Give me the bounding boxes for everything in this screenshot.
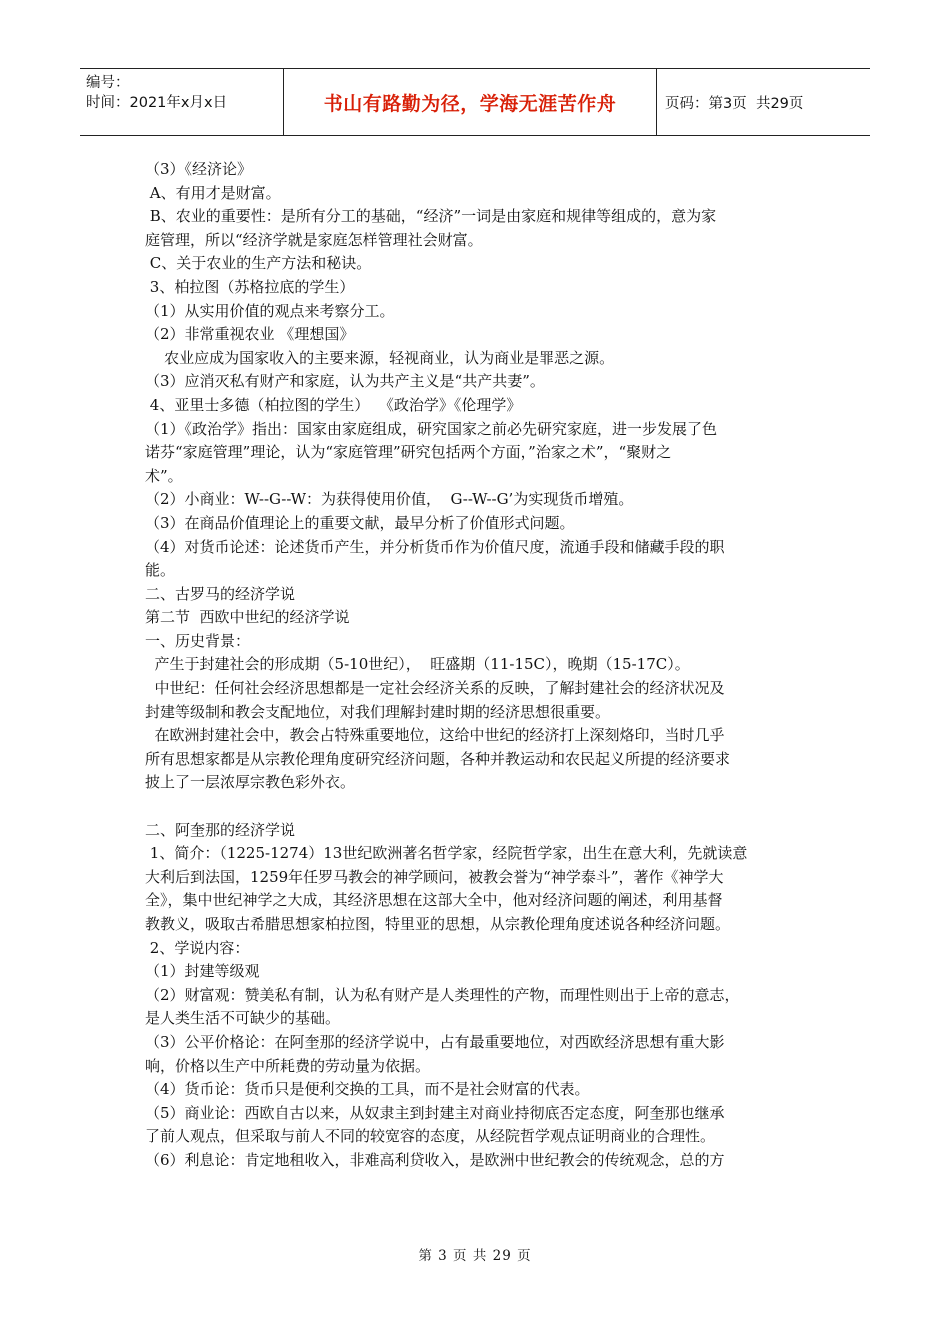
header-page-code-text: 页码：第3页 共29页 bbox=[665, 95, 804, 112]
body-line: （2）财富观：赞美私有制，认为私有财产是人类理性的产物，而理性则出于上帝的意志， bbox=[145, 985, 740, 1004]
body-line: 4、亚里士多德（柏拉图的学生） 《政治学》《伦理学》 bbox=[145, 395, 522, 414]
body-line: 中世纪：任何社会经济思想都是一定社会经济关系的反映，了解封建社会的经济状况及 bbox=[145, 679, 725, 698]
body-line: （3）在商品价值理论上的重要文献，最早分析了价值形式问题。 bbox=[145, 513, 575, 532]
body-line: 农业应成为国家收入的主要来源，轻视商业，认为商业是罪恶之源。 bbox=[145, 348, 615, 367]
body-line: 产生于封建社会的形成期（5-10世纪）， 旺盛期（11-15C），晚期（15-17C）。 bbox=[145, 655, 690, 674]
body-line: C、关于农业的生产方法和秘诀。 bbox=[145, 254, 372, 273]
header-page-code bbox=[657, 69, 870, 135]
page-footer: 第 3 页 共 29 页 bbox=[418, 1248, 532, 1264]
document-header bbox=[80, 68, 870, 136]
body-line: （3）公平价格论：在阿奎那的经济学说中，占有最重要地位，对西欧经济思想有重大影 bbox=[145, 1032, 725, 1051]
document-number-label: 编号： bbox=[86, 75, 130, 91]
body-line: 术”。 bbox=[145, 466, 183, 485]
body-line: （4）货币论：货币只是便利交换的工具，而不是社会财富的代表。 bbox=[145, 1080, 590, 1099]
body-line: 能。 bbox=[145, 561, 176, 580]
body-line: 2、学说内容： bbox=[145, 938, 250, 957]
body-line: （1）《政治学》指出：国家由家庭组成，研究国家之前必先研究家庭，进一步发展了色 bbox=[145, 419, 718, 438]
body-line: （3）应消灭私有财产和家庭，认为共产主义是“共产共妻”。 bbox=[145, 372, 545, 391]
body-line: （4）对货币论述：论述货币产生，并分析货币作为价值尺度，流通手段和储藏手段的职 bbox=[145, 537, 725, 556]
body-line: 一、历史背景： bbox=[145, 631, 251, 650]
body-line: 教教义，吸取古希腊思想家柏拉图，特里亚的思想，从宗教伦理角度述说各种经济问题。 bbox=[145, 915, 731, 933]
body-line: （6）利息论：肯定地租收入，非难高利贷收入，是欧洲中世纪教会的传统观念，总的方 bbox=[145, 1150, 725, 1169]
body-line: 诺芬“家庭管理”理论，认为“家庭管理”研究包括两个方面，”治家之术”，“聚财之 bbox=[145, 443, 672, 462]
body-line: 1、简介：（1225-1274）13世纪欧洲著名哲学家，经院哲学家，出生在意大利，先就读意 bbox=[145, 844, 748, 863]
body-line: 二、古罗马的经济学说 bbox=[145, 584, 296, 603]
body-line bbox=[145, 795, 815, 819]
body-line: 响，价格以生产中所耗费的劳动量为依据。 bbox=[145, 1056, 431, 1075]
body-line: （2）非常重视农业 《理想国》 bbox=[145, 325, 355, 344]
body-line: A、有用才是财富。 bbox=[145, 183, 281, 202]
body-line: 二、阿奎那的经济学说 bbox=[145, 820, 296, 839]
body-line: 是人类生活不可缺少的基础。 bbox=[145, 1009, 341, 1028]
body-line: 全》，集中世纪神学之大成，其经济思想在这部大全中，他对经济问题的阐述，利用基督 bbox=[145, 891, 723, 910]
body-line: 大利后到法国，1259年任罗马教会的神学顾问，被教会誉为“神学泰斗”，著作《神学大 bbox=[145, 867, 724, 886]
header-meta bbox=[80, 69, 283, 135]
body-line: 封建等级制和教会支配地位，对我们理解封建时期的经济思想很重要。 bbox=[145, 702, 611, 721]
body-line: （1）从实用价值的观点来考察分工。 bbox=[145, 301, 395, 320]
body-line: 在欧洲封建社会中，教会占特殊重要地位，这给中世纪的经济打上深刻烙印，当时几乎 bbox=[145, 726, 725, 745]
body-line: 披上了一层浓厚宗教色彩外衣。 bbox=[145, 773, 356, 792]
document-date: 时间：2021年x月x日 bbox=[86, 95, 228, 111]
body-line: 所有思想家都是从宗教伦理角度研究经济问题，各种并教运动和农民起义所提的经济要求 bbox=[145, 749, 731, 768]
body-line: （3）《经济论》 bbox=[145, 160, 253, 178]
header-motto: 书山有路勤为径，学海无涯苦作舟 bbox=[283, 69, 657, 135]
body-line: （1）封建等级观 bbox=[145, 962, 260, 981]
body-line: （5）商业论：西欧自古以来，从奴隶主到封建主对商业持彻底否定态度，阿奎那也继承 bbox=[145, 1103, 725, 1122]
document-body bbox=[145, 158, 815, 1173]
body-line: 庭管理，所以“经济学就是家庭怎样管理社会财富。 bbox=[145, 230, 483, 249]
body-line: 3、柏拉图（苏格拉底的学生） bbox=[145, 277, 355, 296]
body-line: 第二节 西欧中世纪的经济学说 bbox=[145, 608, 350, 627]
body-line: B、农业的重要性：是所有分工的基础，“经济”一词是由家庭和规律等组成的，意为家 bbox=[145, 207, 717, 226]
body-line: （2）小商业：W--G--W：为获得使用价值， G--W--G’为实现货币增殖。 bbox=[145, 490, 634, 509]
body-line: 了前人观点，但采取与前人不同的较宽容的态度，从经院哲学观点证明商业的合理性。 bbox=[145, 1127, 716, 1146]
